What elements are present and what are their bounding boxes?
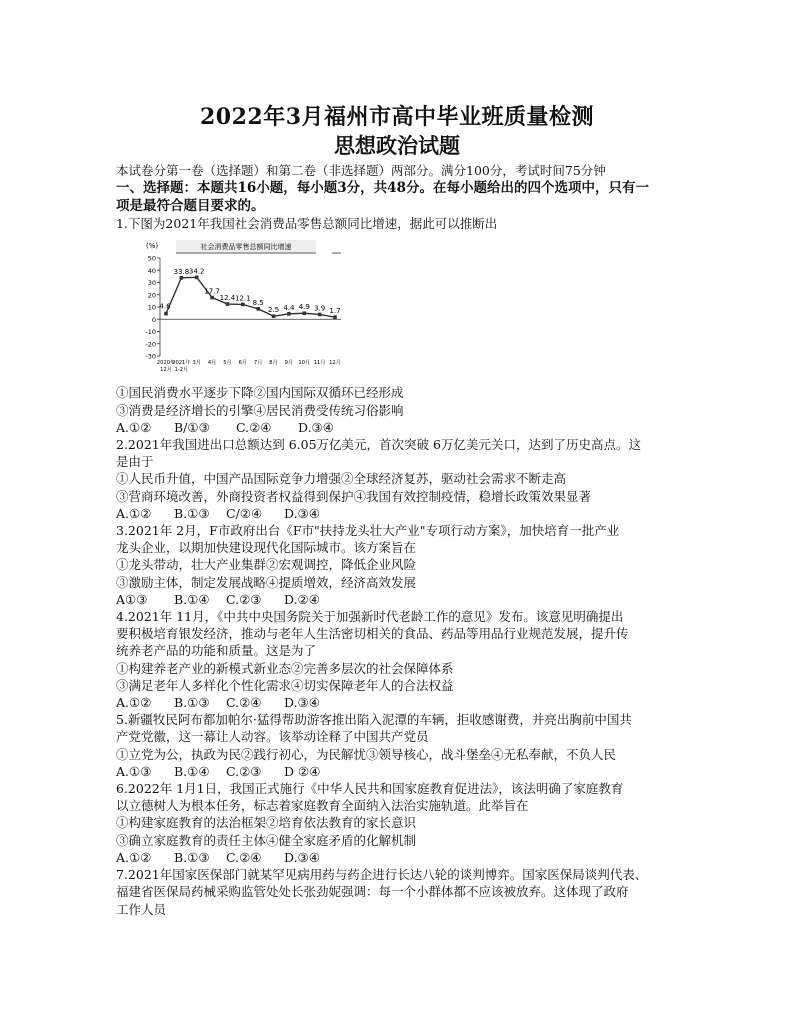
q7-stem-line3: 工作人员 [116, 901, 167, 917]
q6-choice-line2: ③确立家庭教育的责任主体④健全家庭矛盾的化解机制 [116, 832, 417, 848]
chart-x-tick-label: 2020年 [156, 360, 176, 367]
chart-y-tick-label: 50 [147, 254, 156, 263]
q3-choice-line1: ①龙头带动，壮大产业集群②宏观调控，降低企业风险 [116, 557, 417, 573]
chart-x-tick-label: 10月 [298, 360, 311, 367]
chart-y-tick-label: 40 [147, 267, 156, 276]
q7-stem-line2: 福建省医保局药械采购监管处处长张劲妮强调：每一个小群体都不应该被放弃。这体现了政府 [116, 884, 629, 900]
chart-data-label: 4.9 [298, 303, 310, 312]
chart-x-tick-label: 11月 [313, 360, 326, 367]
q5-choice-line1: ①立党为公，执政为民②践行初心，为民解忧③领导核心，战斗堡垒④无私奉献，不负人民 [116, 746, 617, 762]
q6-options [116, 849, 676, 866]
q4-option-b[interactable]: B.①③ [174, 695, 210, 711]
section-heading-line2: 项是最符合题目要求的。 [116, 198, 265, 215]
chart-y-tick-label: 30 [147, 279, 156, 288]
q6-option-d[interactable]: D.③④ [284, 849, 320, 865]
q4-choice-line2: ③满足老年人多样化个性化需求④切实保障老年人的合法权益 [116, 677, 454, 693]
q3-option-b[interactable]: B.①④ [174, 591, 210, 607]
q1-option-d[interactable]: D.③④ [298, 419, 334, 435]
q6-stem-line1: 6.2022年 1月1日，我国正式施行《中华人民共和国家庭教育促进法》，该法明确了家庭教育 [116, 781, 624, 797]
chart-y-tick-label: 20 [147, 291, 156, 300]
chart-x-tick-label: 5月 [223, 360, 232, 367]
q1-stem: 1.下图为2021年我国社会消费品零售总额同比增速，据此可以推断出 [116, 216, 498, 232]
q2-stem-line1: 2.2021年我国进出口总额达到 6.05万亿美元，首次突破 6万亿美元关口，达到了历史高点。这 [116, 437, 641, 453]
chart-x-tick-label: 12月 [329, 360, 341, 367]
q1-option-a[interactable]: A.①② [116, 419, 152, 435]
q2-options [116, 505, 676, 522]
q3-stem-line1: 3.2021年 2月，F市政府出台《F市"扶持龙头壮大产业"专项行动方案》，加快培育一批产业 [116, 523, 620, 539]
chart-y-tick-label: 10 [147, 303, 156, 312]
q7-stem-line1: 7.2021年国家医保部门就某罕见病用药与药企进行长达八轮的谈判博弈。国家医保局谈判代表、 [116, 867, 648, 883]
q3-option-c[interactable]: C.②③ [226, 591, 262, 607]
chart-data-label: 4.6 [159, 303, 171, 312]
q1-choice-line1: ①国民消费水平逐步下降②国内国际双循环已经形成 [116, 385, 404, 401]
q5-stem-line1: 5.新疆牧民阿布都加帕尔·猛得帮助游客推出陷入泥潭的车辆，拒收感谢费，并亮出胸前中国共 [116, 712, 632, 728]
q4-option-d[interactable]: D.③④ [284, 695, 320, 711]
chart-y-tick-label: -10 [145, 328, 156, 337]
q3-choice-line2: ③激励主体，制定发展战略④提质增效，经济高效发展 [116, 574, 417, 590]
chart-y-tick-label: 0 [151, 316, 156, 325]
chart-data-label: 3.9 [314, 304, 326, 313]
chart-data-label: 33.8 [173, 268, 190, 277]
q3-option-d[interactable]: D.②④ [284, 591, 320, 607]
chart-data-point [287, 312, 291, 316]
chart-data-label: 12.1 [235, 294, 251, 303]
q3-stem-line2: 龙头企业，以期加快建设现代化国际城市。该方案旨在 [116, 540, 417, 556]
exam-subtitle: 思想政治试题 [334, 133, 460, 158]
exam-title: 2022年3月福州市高中毕业班质量检测 [199, 104, 595, 130]
q6-option-c[interactable]: C.②④ [226, 849, 262, 865]
chart-data-label: 17.7 [204, 287, 220, 296]
chart-data-point [241, 303, 245, 307]
q4-stem-line2: 要积极培育银发经济，推动与老年人生活密切相关的食品、药品等用品行业规范发展，提升传 [116, 626, 629, 642]
q2-stem-line2: 是由于 [116, 454, 154, 470]
q5-options [116, 763, 676, 780]
q1-option-b[interactable]: B/①③ [174, 419, 210, 435]
retail-sales-growth-chart [136, 238, 362, 378]
q6-option-a[interactable]: A.①② [116, 849, 152, 865]
q4-choice-line1: ①构建养老产业的新模式新业态②完善多层次的社会保障体系 [116, 660, 454, 676]
chart-data-point [210, 296, 214, 300]
chart-x-tick-sublabel: 12月 [160, 367, 172, 374]
chart-data-label: 4.4 [283, 304, 295, 313]
chart-data-label: 8.5 [252, 299, 264, 308]
chart-y-tick-label: -20 [145, 340, 156, 349]
q4-stem-line1: 4.2021年 11月，《中共中央国务院关于加强新时代老龄工作的意见》发布。该意见明确提出 [116, 609, 624, 625]
chart-data-point [180, 276, 184, 280]
q4-option-a[interactable]: A.①② [116, 695, 152, 711]
chart-data-point [302, 312, 306, 316]
chart-y-tick-label: -30 [145, 352, 156, 361]
q2-option-a[interactable]: A.①② [116, 505, 152, 521]
chart-x-tick-label: 3月 [192, 360, 201, 367]
q4-option-c[interactable]: C.②④ [226, 695, 262, 711]
chart-data-point [256, 307, 260, 311]
q4-stem-line3: 统养老产品的功能和质量。这是为了 [116, 643, 317, 659]
exam-content [116, 162, 676, 918]
q4-options [116, 694, 676, 711]
chart-data-point [272, 315, 276, 319]
q2-option-b[interactable]: B.①③ [174, 505, 210, 521]
q5-option-d[interactable]: D ②④ [284, 763, 321, 779]
q5-option-a[interactable]: A.①③ [116, 763, 152, 779]
chart-data-point [333, 316, 337, 320]
q1-choice-line2: ③消费是经济增长的引擎④居民消费受传统习俗影响 [116, 402, 404, 418]
chart-x-tick-label: 8月 [269, 360, 278, 367]
chart-x-tick-label: 6月 [238, 360, 248, 367]
chart-data-label: 34.2 [188, 267, 205, 276]
chart-ylabel: (%) [146, 242, 159, 251]
q5-option-c[interactable]: C.②③ [226, 763, 262, 779]
q6-choice-line1: ①构建家庭教育的法治框架②培育依法教育的家长意识 [116, 815, 417, 831]
chart-svg [136, 238, 362, 378]
chart-data-point [195, 276, 199, 280]
q6-stem-line2: 以立德树人为根本任务，标志着家庭教育全面纳入法治实施轨道。此举旨在 [116, 798, 529, 814]
chart-title: 社会消费品零售总额同比增速 [200, 243, 292, 252]
chart-data-point [318, 313, 322, 317]
q5-option-b[interactable]: B.①④ [174, 763, 210, 779]
q1-option-c[interactable]: C.②④ [236, 419, 272, 435]
chart-data-label: 2.5 [267, 306, 280, 315]
q3-option-a[interactable]: A①③ [116, 591, 148, 607]
chart-x-tick-label: 7月 [253, 360, 263, 367]
q3-options [116, 591, 676, 608]
chart-data-point [226, 303, 230, 307]
q6-option-b[interactable]: B.①③ [174, 849, 210, 865]
chart-x-tick-label: 2021年 [172, 360, 191, 367]
q2-option-d[interactable]: D.③④ [284, 505, 320, 521]
chart-x-tick-sublabel: 1-2月 [174, 367, 189, 374]
q5-stem-line2: 产党党徽，这一幕让人动容。该举动诠释了中国共产党员 [116, 729, 429, 745]
q2-choice-line2: ③营商环境改善，外商投资者权益得到保护④我国有效控制疫情，稳增长政策效果显著 [116, 488, 592, 504]
chart-x-tick-label: 9月 [284, 360, 294, 367]
exam-intro: 本试卷分第一卷（选择题）和第二卷（非选择题）两部分。满分100分，考试时间75分钟 [116, 163, 606, 178]
chart-data-point [164, 312, 168, 316]
section-heading-line1: 一、选择题：本题共16小题，每小题3分，共48分。在每小题给出的四个选项中，只有一 [116, 180, 649, 197]
chart-data-label: 12.4 [219, 294, 236, 303]
chart-data-label: 1.7 [329, 307, 341, 316]
q2-option-c[interactable]: C/②④ [226, 505, 263, 521]
chart-x-tick-label: 4月 [207, 360, 217, 367]
q1-options [116, 419, 676, 436]
q2-choice-line1: ①人民币升值，中国产品国际竞争力增强②全球经济复苏，驱动社会需求不断走高 [116, 471, 567, 487]
